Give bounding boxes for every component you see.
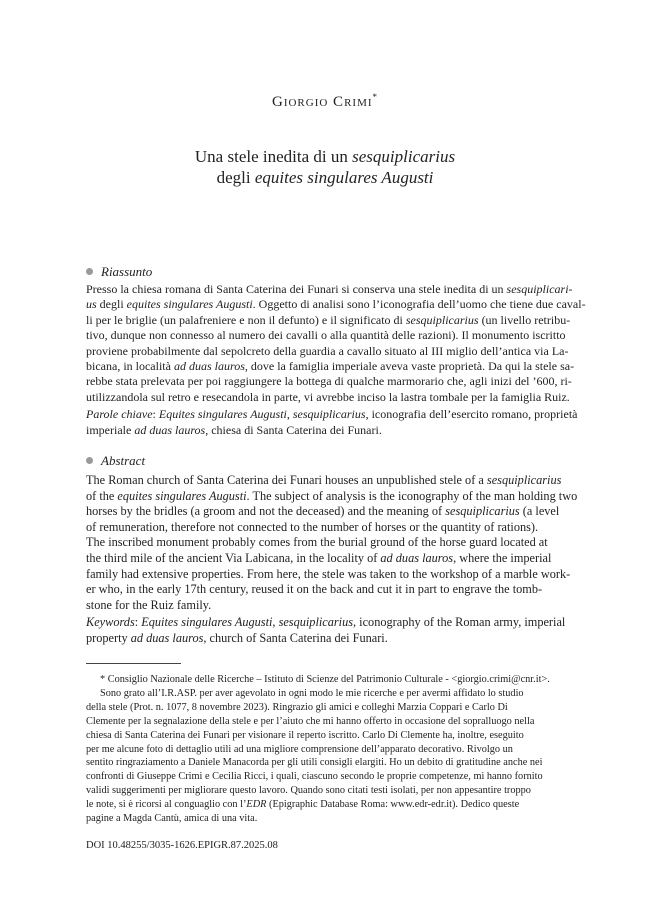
title-italic: equites singulares Augusti — [254, 168, 434, 187]
abstract-text — [86, 473, 578, 613]
doi-line[interactable]: DOI 10.48255/3035-1626.EPIGR.87.2025.08 — [86, 840, 278, 851]
footnote-line: * Consiglio Nazionale delle Ricerche – Istituto di Scienze del Patrimonio Culturale - <giorgio.crimi@cnr.it>. — [100, 674, 550, 685]
text-run: , iconography of the Roman army, imperial — [353, 615, 566, 630]
text-run: , iconografia dell’esercito romano, proprietà — [365, 407, 578, 422]
text-run: . Oggetto di analisi sono l’iconografia dell’uomo che tiene due caval- — [252, 297, 586, 312]
text-run: , — [286, 407, 293, 422]
article-title — [0, 146, 650, 188]
title-line-2 — [0, 167, 650, 188]
text-line: stone for the Ruiz family. — [86, 597, 212, 612]
text-run: the third mile of the ancient Via Labicana, in the locality of — [86, 550, 381, 565]
text-line: family had extensive properties. From here, the stele was taken to the workshop of a marble work- — [86, 566, 571, 581]
text-italic: Equites singulares Augusti — [141, 615, 273, 630]
text-run: (un livello retribu- — [478, 312, 571, 327]
text-line — [86, 297, 586, 312]
text-italic: equites singulares Augusti — [117, 488, 247, 503]
text-line — [86, 504, 564, 520]
footnote — [86, 673, 564, 826]
text-line — [86, 407, 578, 422]
title-italic: sesquiplicarius — [352, 147, 456, 166]
text-italic: EDR — [246, 799, 267, 811]
title-text: Una stele inedita di un — [194, 147, 353, 166]
text-line: er who, in the early 17th century, reused it on the back and cut it in part to engrave the tomb- — [86, 582, 543, 597]
text-italic: Equites singulares Augusti — [158, 407, 287, 422]
text-line: tivo, dunque non connesso al numero dei cavalli o alla quantità delle razioni). Il monumento iscritto — [86, 328, 566, 343]
footnote-line: confronti di Giuseppe Crimi e Cecilia Ricci, i quali, ciascuno secondo le proprie competenze, mi hanno fornito — [86, 771, 543, 783]
keywords-label: Keywords — [86, 615, 135, 630]
text-line — [86, 312, 571, 328]
text-run: of the — [86, 488, 118, 503]
footnote-line — [86, 798, 564, 812]
footnote-line: della stele (Prot. n. 1077, 8 novembre 2023). Ringrazio gli amici e colleghi Marzia Coppari e Carlo Di — [86, 701, 508, 713]
riassunto-section — [86, 263, 586, 438]
text-italic: ad duas lauros — [380, 550, 454, 565]
text-line — [86, 631, 564, 647]
text-italic: sesquiplicarius — [486, 473, 562, 487]
footnote-line: Clemente per la segnalazione della stele e per l’aiuto che mi hanno offerto in occasione del sopralluogo nella — [86, 715, 535, 727]
text-italic: equites singulares Augusti — [126, 297, 253, 312]
text-run: : — [152, 407, 159, 422]
abstract-section — [86, 452, 578, 647]
text-italic: ad duas lauros — [134, 422, 206, 437]
text-line: utilizzandola sul retro e resecandola in parte, vi avrebbe inciso la lastra tombale per la famiglia Ruiz. — [86, 389, 570, 404]
footnote-line: per me alcune foto di dettaglio utili ad una migliore comprensione dell’apparato decorativo. Rivolgo un — [86, 743, 513, 755]
text-italic: sesquiplicari- — [506, 282, 573, 296]
text-run: (a level — [519, 504, 560, 519]
text-run: The Roman church of Santa Caterina dei Funari houses an unpublished stele of a — [86, 473, 487, 487]
abstract-heading-text: Abstract — [101, 453, 146, 468]
text-run: degli — [96, 297, 127, 312]
text-italic: sesquiplicarius — [445, 504, 520, 519]
footnote-line: validi suggerimenti per migliorare questo lavoro. Quando sono citati testi isolati, per non appesantire troppo — [86, 785, 531, 797]
title-text: degli — [216, 168, 255, 187]
text-line: of remuneration, therefore not connected to the number of horses or the quantity of rations). — [86, 519, 539, 534]
bullet-icon — [86, 457, 93, 464]
text-line: rebbe stata prelevata per poi raggiungere la bottega di qualche marmorario che, agli inizi del ’600, ri- — [86, 374, 572, 389]
author-text: Giorgio Crimi — [271, 94, 373, 110]
footnote-line: sentito ringraziamento a Daniele Manacorda per gli utili consigli elargiti. Ho un debito di gratitudine anche nei — [86, 757, 543, 769]
text-run: , chiesa di Santa Caterina dei Funari. — [205, 422, 382, 437]
text-run: horses by the bridles (a groom and not the deceased) and the meaning of — [86, 504, 446, 519]
text-run: , church of Santa Caterina dei Funari. — [203, 630, 388, 645]
text-line — [86, 473, 564, 489]
text-run: , — [272, 615, 279, 630]
text-run: (Epigraphic Database Roma: www.edr-edr.it). Dedico queste — [266, 799, 520, 811]
text-run: Presso la chiesa romana di Santa Caterina dei Funari si conserva una stele inedita di un — [86, 282, 507, 296]
text-run: , dove la famiglia imperiale aveva vaste proprietà. Da qui la stele sa- — [244, 359, 575, 374]
text-line — [86, 282, 573, 297]
text-line — [86, 488, 578, 505]
footnote-line: pagine a Magda Cantù, amica di una vita. — [86, 813, 258, 825]
keywords-label: Parole chiave — [86, 407, 153, 422]
text-run: , where the imperial — [453, 550, 552, 565]
text-italic: sesquiplicarius — [405, 312, 479, 327]
footnote-line: Sono grato all’I.R.ASP. per aver agevolato in ogni modo le mie ricerche e per avermi affidato lo studio — [100, 687, 524, 699]
abstract-heading — [86, 452, 564, 470]
author-footnote-mark: * — [372, 92, 379, 102]
text-run: le note, si è ricorsi al conguaglio con l’ — [86, 799, 247, 811]
text-run: : — [134, 615, 142, 630]
text-italic: us — [86, 297, 97, 312]
footnote-line: chiesa di Santa Caterina dei Funari per visionare il reperto iscritto. Carlo Di Clemente ha, inoltre, eseguito — [86, 729, 524, 741]
text-line — [86, 423, 564, 438]
text-italic: sesquiplicarius — [292, 407, 366, 422]
text-run: bicana, in località — [86, 359, 174, 374]
title-line-1 — [0, 146, 650, 167]
text-italic: sesquiplicarius — [278, 615, 354, 630]
text-line — [86, 359, 575, 374]
riassunto-heading — [86, 263, 564, 281]
bullet-icon — [86, 268, 93, 275]
text-italic: ad duas lauros — [130, 630, 204, 645]
riassunto-heading-text: Riassunto — [101, 264, 153, 279]
keywords — [86, 615, 564, 646]
text-run: imperiale — [86, 422, 135, 437]
footnote-rule — [86, 663, 181, 664]
text-run: li per le briglie (un palafreniere e non il defunto) e il significato di — [86, 312, 406, 327]
text-italic: ad duas lauros — [173, 359, 245, 374]
text-line — [86, 615, 564, 631]
text-run: property — [86, 630, 131, 645]
text-line: proviene probabilmente dal sepolcreto della guardia a cavallo situato al III miglio dell’antica via La- — [86, 343, 569, 358]
text-run: . The subject of analysis is the iconography of the man holding two — [246, 488, 578, 503]
parole-chiave — [86, 407, 578, 438]
text-line — [86, 551, 564, 567]
author-name — [0, 92, 650, 111]
riassunto-text — [86, 282, 586, 405]
text-line: The inscribed monument probably comes from the burial ground of the horse guard located at — [86, 535, 548, 550]
